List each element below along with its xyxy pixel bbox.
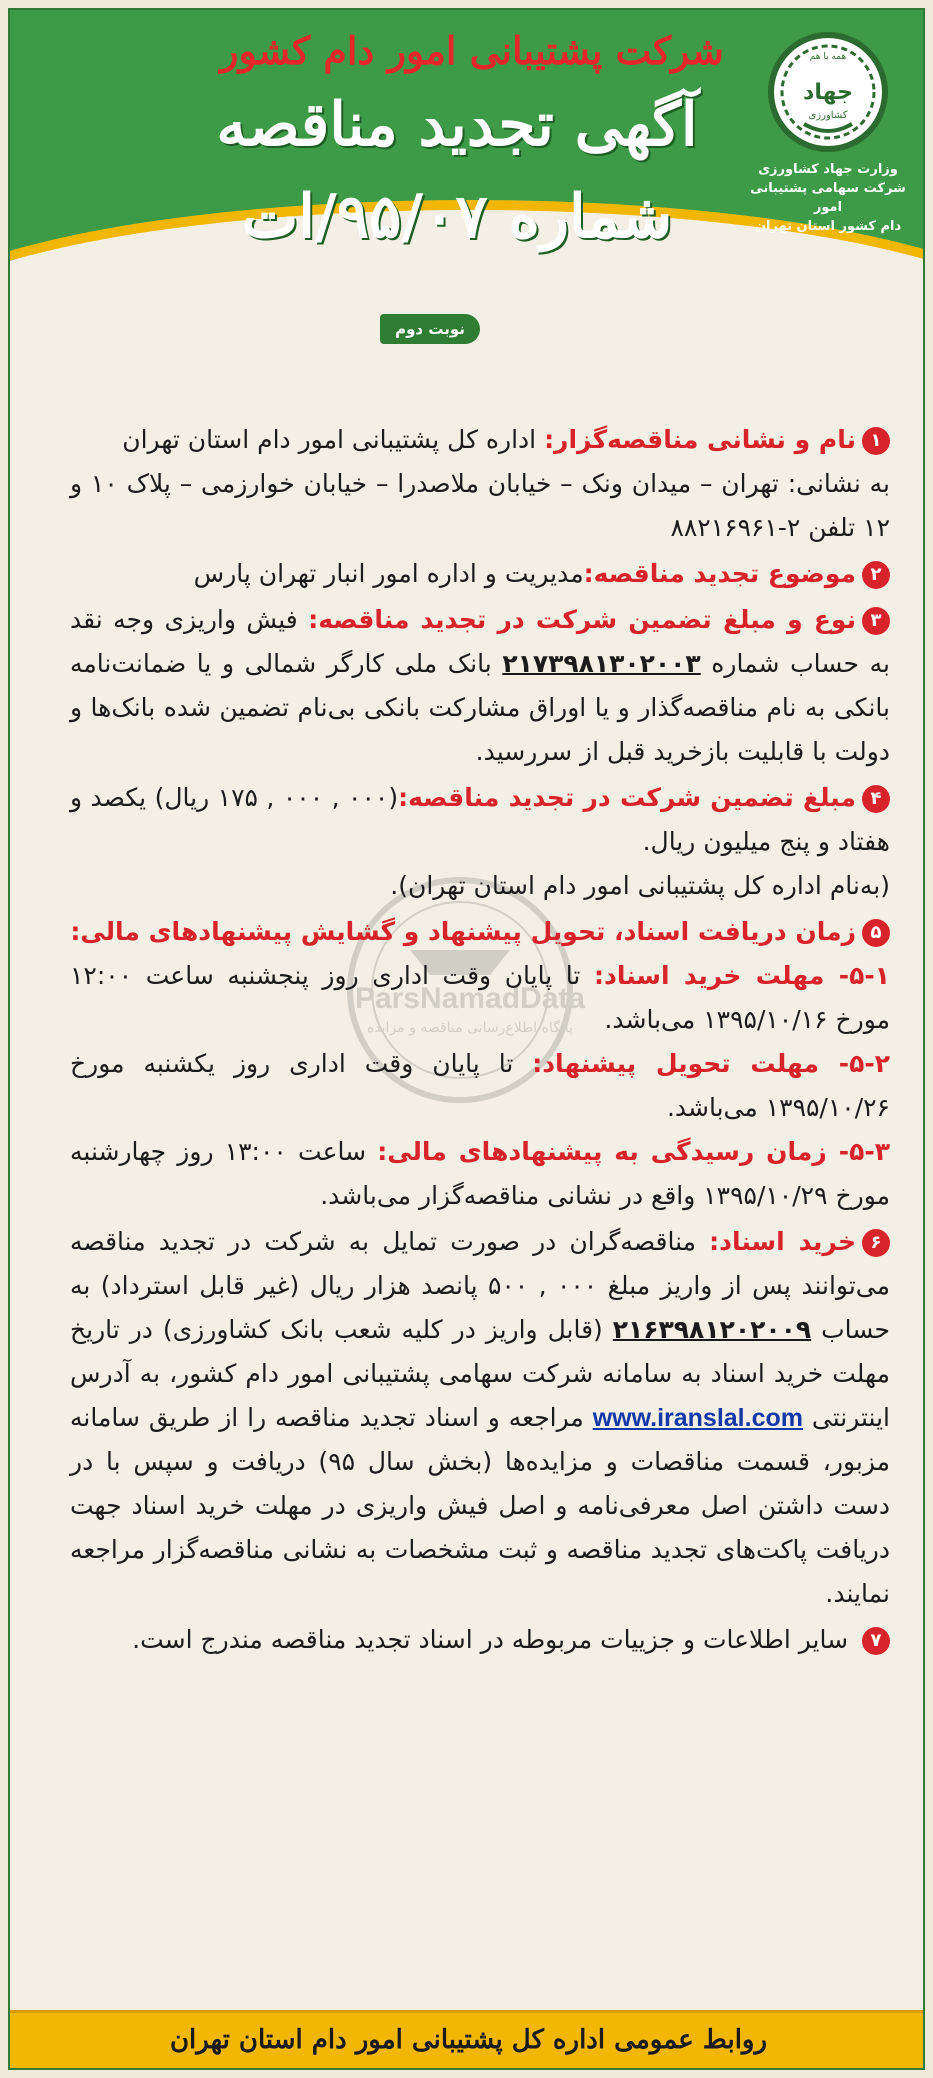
- ministry-line: دام کشور استان تهران: [754, 219, 902, 234]
- section-4: [70, 776, 890, 908]
- section-note: (به‌نام اداره کل پشتیبانی امور دام استان تهران).: [390, 871, 890, 900]
- section-number-badge: ۴: [862, 785, 890, 813]
- section-lead: نوع و مبلغ تضمین شرکت در تجدید مناقصه:: [308, 605, 856, 634]
- ad-title: آگهی تجدید مناقصه: [216, 90, 698, 160]
- round-badge: نوبت دوم: [380, 314, 480, 344]
- sub-text: تا پایان وقت اداری روز یکشنبه مورخ ۱۳۹۵/۱۰/۲۶ می‌باشد.: [70, 1049, 890, 1122]
- opening-time: [70, 1130, 890, 1218]
- section-text: مناقصه‌گران در صورت تمایل به شرکت در تجدید مناقصه می‌توانند پس از واریز مبلغ ۰۰۰ , ۵۰۰ پانصد هزار ریال (غیر قابل استرداد) به حساب: [70, 1227, 891, 1344]
- section-2: [70, 552, 890, 596]
- section-number-badge: ۳: [862, 607, 890, 635]
- section-lead: موضوع تجدید مناقصه:: [583, 559, 856, 588]
- deadline-submit: [70, 1042, 890, 1130]
- sub-lead: ۵-۲- مهلت تحویل پیشنهاد:: [532, 1049, 891, 1078]
- logo-sub: کشاورزی: [808, 110, 848, 121]
- ministry-logo: [743, 32, 913, 262]
- logo-top-text: همه با هم: [809, 52, 847, 62]
- company-name: شرکت پشتیبانی امور دام کشور: [220, 28, 724, 73]
- account-number: ۲۱۷۳۹۸۱۳۰۲۰۰۳: [502, 649, 701, 678]
- section-number-badge: ۶: [862, 1229, 890, 1257]
- section-lead: نام و نشانی مناقصه‌گزار:: [544, 425, 856, 454]
- section-number-badge: ۵: [862, 919, 890, 947]
- jahad-logo-icon: [768, 32, 888, 152]
- watermark-brand: ParsNamadData: [354, 982, 586, 1015]
- section-text: سایر اطلاعات و جزییات مربوطه در اسناد تجدید مناقصه مندرج است.: [132, 1625, 856, 1654]
- section-5: [70, 910, 890, 1218]
- section-text: (۰۰۰ , ۰۰۰ , ۱۷۵ ریال) یکصد و هفتاد و پنج میلیون ریال.: [70, 783, 890, 856]
- website-link[interactable]: www.iranslal.com: [592, 1404, 803, 1432]
- sub-lead: ۵-۱- مهلت خرید اسناد:: [594, 961, 890, 990]
- ad-page: [8, 8, 925, 2070]
- section-3: [70, 598, 890, 774]
- section-number-badge: ۱: [862, 427, 890, 455]
- tender-number: شماره ۹۵/۰۷/ات: [241, 182, 673, 252]
- section-6: [70, 1220, 890, 1616]
- deadline-purchase: [70, 954, 890, 1042]
- section-text: مراجعه و اسناد تجدید مناقصه را از طریق سامانه مزبور، قسمت مناقصات و مزایده‌ها (بخش سال ۹۵) دریافت و سپس با در دست داشتن اصل معرفی‌نامه و اصل فیش واریزی در مهلت خرید اسناد جهت دریافت پاکت‌های تجدید مناقصه و ثبت مشخصات به نشانی مناقصه‌گزار مراجعه نمایند.: [70, 1403, 891, 1608]
- account-number: ۲۱۶۳۹۸۱۲۰۲۰۰۹: [612, 1315, 812, 1344]
- sub-text: ساعت ۱۳:۰۰ روز چهارشنبه مورخ ۱۳۹۵/۱۰/۲۹ واقع در نشانی مناقصه‌گزار می‌باشد.: [70, 1137, 890, 1210]
- section-lead: خرید اسناد:: [709, 1227, 856, 1256]
- section-number-badge: ۲: [862, 561, 890, 589]
- ministry-line: شرکت سهامی پشتیبانی امور: [750, 181, 906, 215]
- section-text: فیش واریزی وجه نقد به حساب شماره: [70, 605, 890, 678]
- section-number-badge: ۷: [862, 1627, 890, 1655]
- section-text: (قابل واریز در کلیه شعب بانک کشاورزی) در تاریخ مهلت خرید اسناد به سامانه شرکت سهامی پشتیبانی امور دام کشور، به آدرس اینترنتی: [70, 1315, 891, 1432]
- section-lead: مبلغ تضمین شرکت در تجدید مناقصه:: [398, 783, 856, 812]
- logo-word: جهاد: [803, 80, 853, 105]
- watermark-tag: پایگاه اطلاع‌رسانی مناقصه و مزایده: [366, 1020, 574, 1036]
- section-text: اداره کل پشتیبانی امور دام استان تهران: [122, 425, 545, 454]
- ministry-caption: [743, 160, 913, 236]
- section-7: [70, 1618, 890, 1662]
- section-text: مدیریت و اداره امور انبار تهران پارس: [193, 559, 584, 588]
- section-lead: زمان دریافت اسناد، تحویل پیشنهاد و گشایش پیشنهادهای مالی:: [70, 917, 856, 946]
- address-text: به نشانی: تهران – میدان ونک – خیابان ملاصدرا – خیابان خوارزمی – پلاک ۱۰ و ۱۲ تلفن ۲-۸۸۲۱۶۹۶۱: [70, 469, 890, 542]
- section-1: [70, 418, 890, 550]
- section-text: بانک ملی کارگر شمالی و یا ضمانت‌نامه بانکی به نام مناقصه‌گذار و یا اوراق مشارکت بانکی بی‌نام تضمین شده بانک‌ها و دولت با قابلیت بازخرید قبل از سررسید.: [70, 649, 890, 766]
- ad-content: [70, 418, 890, 1664]
- ministry-line: وزارت جهاد کشاورزی: [758, 162, 898, 177]
- footer-public-relations: روابط عمومی اداره کل پشتیبانی امور دام استان تهران: [10, 2010, 925, 2068]
- header-banner: [10, 10, 925, 300]
- sub-lead: ۵-۳- زمان رسیدگی به پیشنهادهای مالی:: [377, 1137, 890, 1166]
- sub-text: تا پایان وقت اداری روز پنجشنبه ساعت ۱۲:۰۰ مورخ ۱۳۹۵/۱۰/۱۶ می‌باشد.: [70, 961, 890, 1034]
